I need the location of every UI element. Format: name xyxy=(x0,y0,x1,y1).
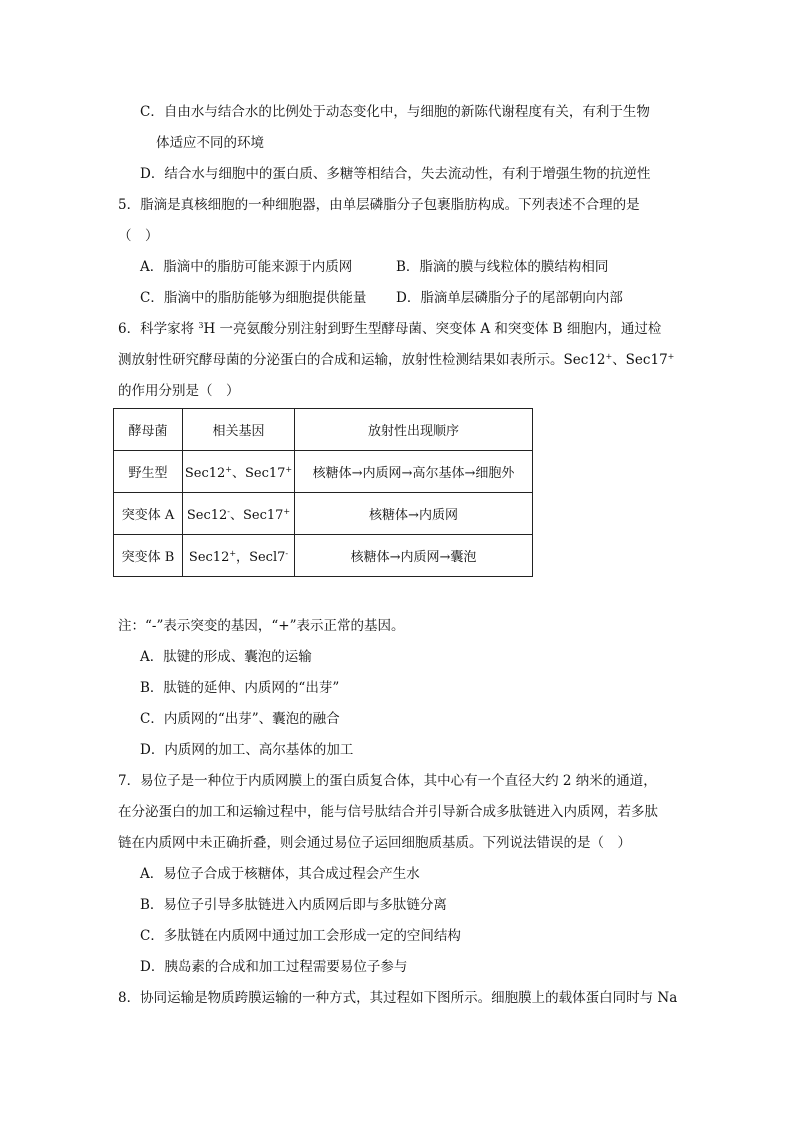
q6-option-a: A．肽键的形成、囊泡的运输 xyxy=(140,649,312,665)
q6-option-d: D．内质网的加工、高尔基体的加工 xyxy=(140,742,354,758)
q7-option-d: D．胰岛素的合成和加工过程需要易位子参与 xyxy=(140,959,408,975)
table-row xyxy=(114,493,533,535)
row2-name: 突变体 A xyxy=(114,493,183,535)
gene-sup: + xyxy=(225,465,232,474)
row3-name: 突变体 B xyxy=(114,535,183,577)
q7-stem-line1: 7．易位子是一种位于内质网膜上的蛋白质复合体，其中心有一个直径大约 2 纳米的通道， xyxy=(118,773,657,789)
q5-option-b: B．脂滴的膜与线粒体的膜结构相同 xyxy=(396,259,609,275)
q5-option-d: D．脂滴单层磷脂分子的尾部朝向内部 xyxy=(396,290,623,306)
table-header-row xyxy=(114,409,533,451)
header-genes: 相关基因 xyxy=(183,409,295,451)
gene: Sec12 xyxy=(184,466,226,481)
yeast-table xyxy=(113,408,533,577)
q4-option-c-line1: C．自由水与结合水的比例处于动态变化中，与细胞的新陈代谢程度有关，有利于生物 xyxy=(140,104,650,120)
gene-sup: - xyxy=(227,507,230,516)
q5-option-c: C．脂滴中的脂肪能够为细胞提供能量 xyxy=(140,290,367,306)
gene: Sec17 xyxy=(245,466,286,481)
q6-note: 注：“-”表示突变的基因，“+”表示正常的基因。 xyxy=(118,618,405,634)
row1-genes xyxy=(183,451,295,493)
row3-order: 核糖体→内质网→囊泡 xyxy=(295,535,533,577)
q6-option-b: B．肽链的延伸、内质网的“出芽” xyxy=(140,680,340,696)
gene: Sec12 xyxy=(188,550,230,565)
table-row xyxy=(114,451,533,493)
q5-answer-paren: （ ） xyxy=(118,228,159,244)
q6-sec17-sup: + xyxy=(667,352,675,361)
row2-genes xyxy=(183,493,295,535)
gene-sup: + xyxy=(285,465,293,474)
q7-option-a: A．易位子合成于核糖体，其合成过程会产生水 xyxy=(140,866,420,882)
row1-name: 野生型 xyxy=(114,451,183,493)
q5-option-a: A．脂滴中的脂肪可能来源于内质网 xyxy=(140,259,353,275)
gene-sep: 、 xyxy=(231,466,245,481)
q7-stem-line2: 在分泌蛋白的加工和运输过程中，能与信号肽结合并引导新合成多肽链进入内质网，若多肽 xyxy=(118,804,658,820)
q4-option-c-line2: 体适应不同的环境 xyxy=(156,135,264,151)
q6-stem-line2-mid: 、Sec17 xyxy=(612,352,668,368)
gene-sup: - xyxy=(285,549,289,558)
gene: Sec17 xyxy=(243,508,284,523)
q6-option-c: C．内质网的“出芽”、囊泡的融合 xyxy=(140,711,340,727)
gene-sup: + xyxy=(229,549,237,558)
header-yeast: 酵母菌 xyxy=(114,409,183,451)
q4-option-d: D．结合水与细胞中的蛋白质、多糖等相结合，失去流动性，有利于增强生物的抗逆性 xyxy=(140,166,651,182)
gene: Secl7 xyxy=(249,550,286,565)
q7-stem-line3: 链在内质网中未正确折叠，则会通过易位子运回细胞质基质。下列说法错误的是（ ） xyxy=(118,835,631,851)
q6-stem-line3: 的作用分别是（ ） xyxy=(118,383,240,399)
q6-stem-line1-start: 6．科学家将 xyxy=(118,321,199,337)
row3-genes xyxy=(183,535,295,577)
row1-order: 核糖体→内质网→高尔基体→细胞外 xyxy=(295,451,533,493)
table-row xyxy=(114,535,533,577)
q6-stem-line2-start: 测放射性研究酵母菌的分泌蛋白的合成和运输，放射性检测结果如表所示。Sec12 xyxy=(118,352,606,368)
q7-option-c: C．多肽链在内质网中通过加工会形成一定的空间结构 xyxy=(140,928,461,944)
q5-stem: 5．脂滴是真核细胞的一种细胞器，由单层磷脂分子包裹脂肪构成。下列表述不合理的是 xyxy=(118,197,640,213)
gene-sep: 、 xyxy=(229,508,243,523)
q6-stem-line1-rest: H 一亮氨酸分别注射到野生型酵母菌、突变体 A 和突变体 B 细胞内，通过检 xyxy=(203,321,662,337)
row2-order: 核糖体→内质网 xyxy=(295,493,533,535)
q6-sec12-sup: + xyxy=(605,352,613,361)
gene-sep: ， xyxy=(236,550,250,565)
header-order: 放射性出现顺序 xyxy=(295,409,533,451)
q6-isotope-superscript: 3 xyxy=(198,321,204,330)
gene-sup: + xyxy=(283,507,291,516)
q8-stem-line1: 8．协同运输是物质跨膜运输的一种方式，其过程如下图所示。细胞膜上的载体蛋白同时与 Na xyxy=(118,990,678,1006)
q7-option-b: B．易位子引导多肽链进入内质网后即与多肽链分离 xyxy=(140,897,447,913)
gene: Sec12 xyxy=(186,508,228,523)
q6-stem-line2 xyxy=(118,350,674,370)
q6-stem-line1 xyxy=(118,319,661,339)
